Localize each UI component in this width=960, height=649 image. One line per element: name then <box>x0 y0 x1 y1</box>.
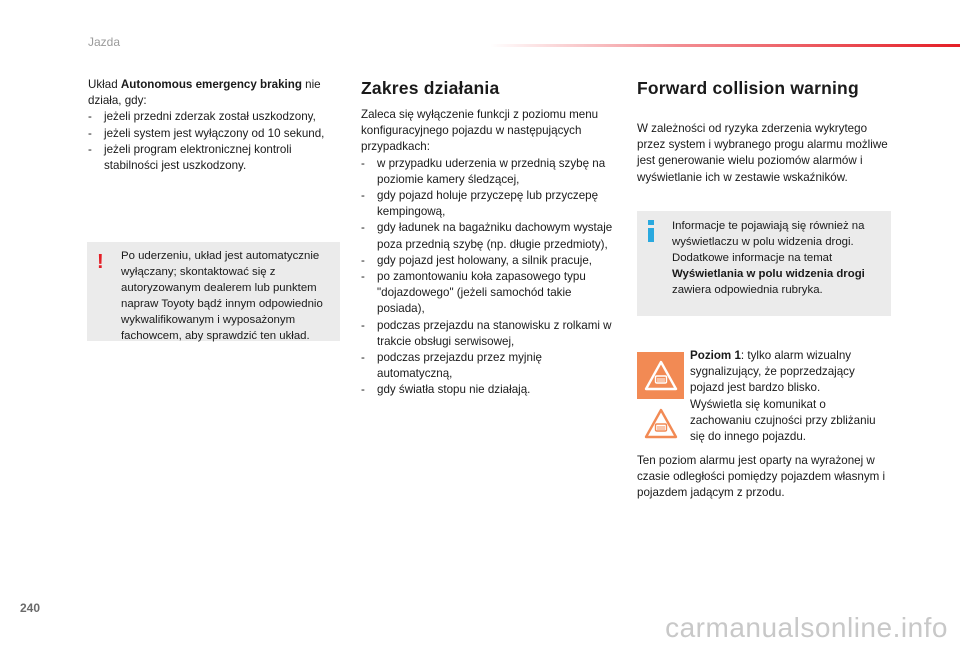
list-item: - gdy pojazd holuje przyczepę lub przyczepę kempingową, <box>361 188 619 220</box>
list-item: - po zamontowaniu koła zapasowego typu "dojazdowego" (jeżeli samochód takie posiada), <box>361 269 619 318</box>
col1-list <box>88 109 338 174</box>
section-title-fcw: Forward collision warning <box>637 78 859 98</box>
collision-warning-triangle-icon <box>637 352 684 399</box>
collision-warning-triangle-icon <box>637 400 684 447</box>
column-left <box>88 77 338 174</box>
column-middle <box>361 77 619 399</box>
warning-box <box>87 242 340 341</box>
col2-list <box>361 156 619 399</box>
level-1-description: Poziom 1: tylko alarm wizualny sygnalizujący, że poprzedzający pojazd jest bardzo blisko. Wyświetla się komunikat o zachowaniu czujności przy zbliżaniu się do innego pojazdu. <box>690 349 876 444</box>
list-item: - jeżeli program elektronicznej kontroli stabilności jest uszkodzony. <box>88 142 338 174</box>
column-right <box>637 77 892 186</box>
list-item: - gdy ładunek na bagażniku dachowym wystaje poza przednią szybę (np. długie przedmioty), <box>361 220 619 252</box>
col2-intro: Zaleca się wyłączenie funkcji z poziomu menu konfiguracyjnego pojazdu w następujących przypadkach: <box>361 108 599 154</box>
info-text: Informacje te pojawiają się również na wyświetlaczu w polu widzenia drogi. Dodatkowe informacje na temat Wyświetlania w polu widzenia drogi zawiera odpowiednia rubryka. <box>672 220 865 296</box>
col3-intro: W zależności od ryzyka zderzenia wykrytego przez system i wybranego progu alarmu możliwe jest generowanie wielu poziomów alarmów i wyświetlanie ich w zestawie wskaźników. <box>637 122 888 184</box>
warning-exclamation-icon: ! <box>97 251 104 273</box>
watermark: carmanualsonline.info <box>665 612 948 643</box>
page-number: 240 <box>20 601 41 615</box>
info-box <box>637 211 891 316</box>
section-title-range: Zakres działania <box>361 78 500 98</box>
list-item: - w przypadku uderzenia w przednią szybę na poziomie kamery śledzącej, <box>361 156 619 188</box>
list-item: - gdy światła stopu nie działają. <box>361 382 619 398</box>
col1-intro: Układ Autonomous emergency braking nie działa, gdy: <box>88 78 321 108</box>
list-item: - podczas przejazdu na stanowisku z rolkami w trakcie obsługi serwisowej, <box>361 318 619 350</box>
section-header: Jazda <box>88 35 121 49</box>
list-item: - podczas przejazdu przez myjnię automatyczną, <box>361 350 619 382</box>
list-item: - gdy pojazd jest holowany, a silnik pracuje, <box>361 253 619 269</box>
list-item: - jeżeli system jest wyłączony od 10 sekund, <box>88 126 338 142</box>
alarm-level-note: Ten poziom alarmu jest oparty na wyrażonej w czasie odległości pomiędzy pojazdem własnym i pojazdem jadącym z przodu. <box>637 454 886 500</box>
header-accent-bar <box>490 44 960 47</box>
warning-text: Po uderzeniu, układ jest automatycznie wyłączany; skontaktować się z autoryzowanym dealerem lub punktem napraw Toyoty bądź innym odpowiednio wykwalifikowanym i wyposażonym fachowcem, aby sprawdzić ten układ. <box>121 250 323 342</box>
list-item: - jeżeli przedni zderzak został uszkodzony, <box>88 109 338 125</box>
info-icon <box>646 220 656 242</box>
